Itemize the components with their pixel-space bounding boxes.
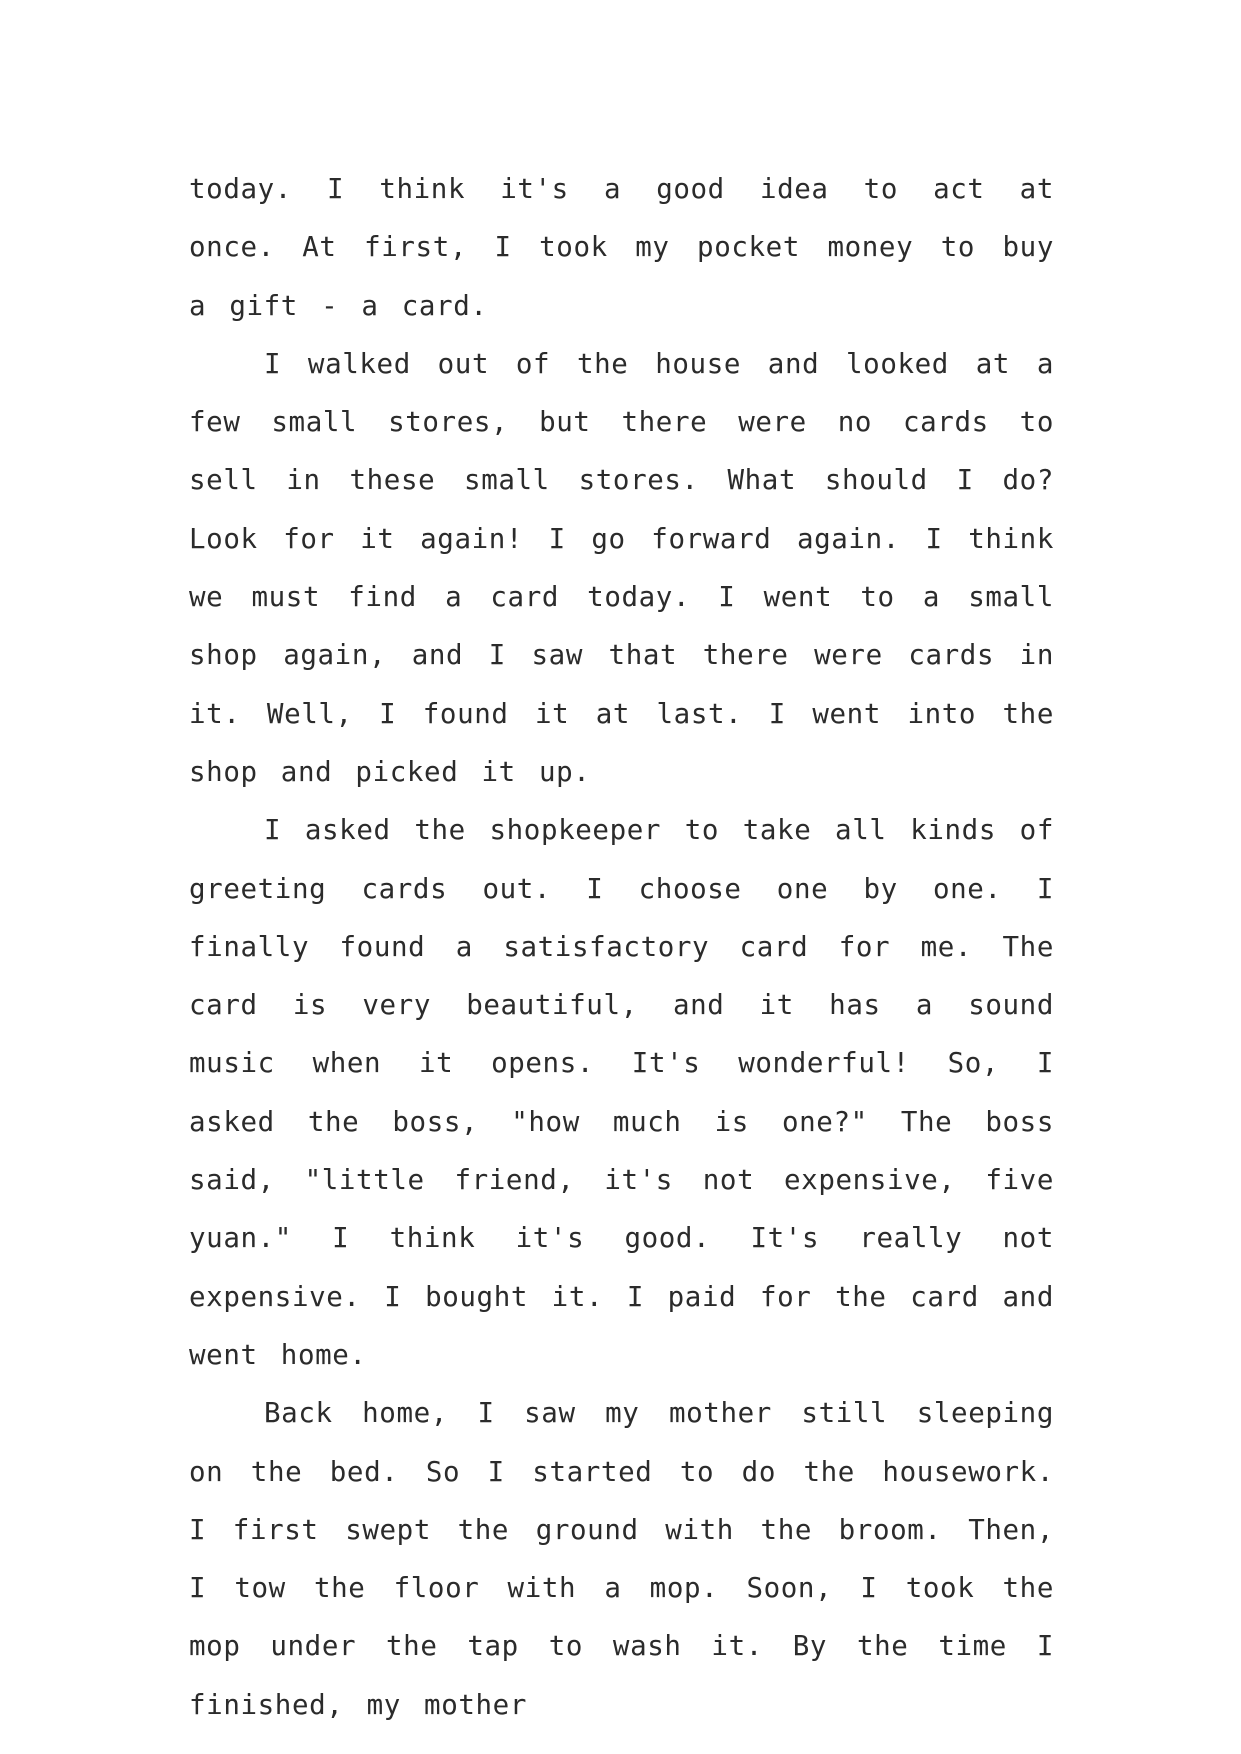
paragraph-walking-to-stores: I walked out of the house and looked at a few small stores, but there were no cards to sell in these small stores. What should I do? Look for it again! I go forward again. I think we must find a card today. I went to a small shop again, and I saw that there were cards in it. Well, I found it at last. I went into the shop and picked it up. — [189, 347, 1054, 788]
paragraph-choosing-card: I asked the shopkeeper to take all kinds of greeting cards out. I choose one by one. I finally found a satisfactory card for me. The card is very beautiful, and it has a sound music when it opens. It's wonderful! So, I asked the boss, "how much is one?" The boss said, "little friend, it's not expensive, five yuan." I think it's good. It's really not expensive. I bought it. I paid for the card and went home. — [189, 814, 1054, 1371]
paragraph-continued: today. I think it's a good idea to act at once. At first, I took my pocket money to buy a gift - a card. — [189, 173, 1054, 322]
paragraph-housework: Back home, I saw my mother still sleeping on the bed. So I started to do the housework. I first swept the ground with the broom. Then, I tow the floor with a mop. Soon, I took the mop under the tap to wash it. By the time I finished, my mother — [189, 1397, 1054, 1721]
document-page — [189, 160, 1054, 1734]
